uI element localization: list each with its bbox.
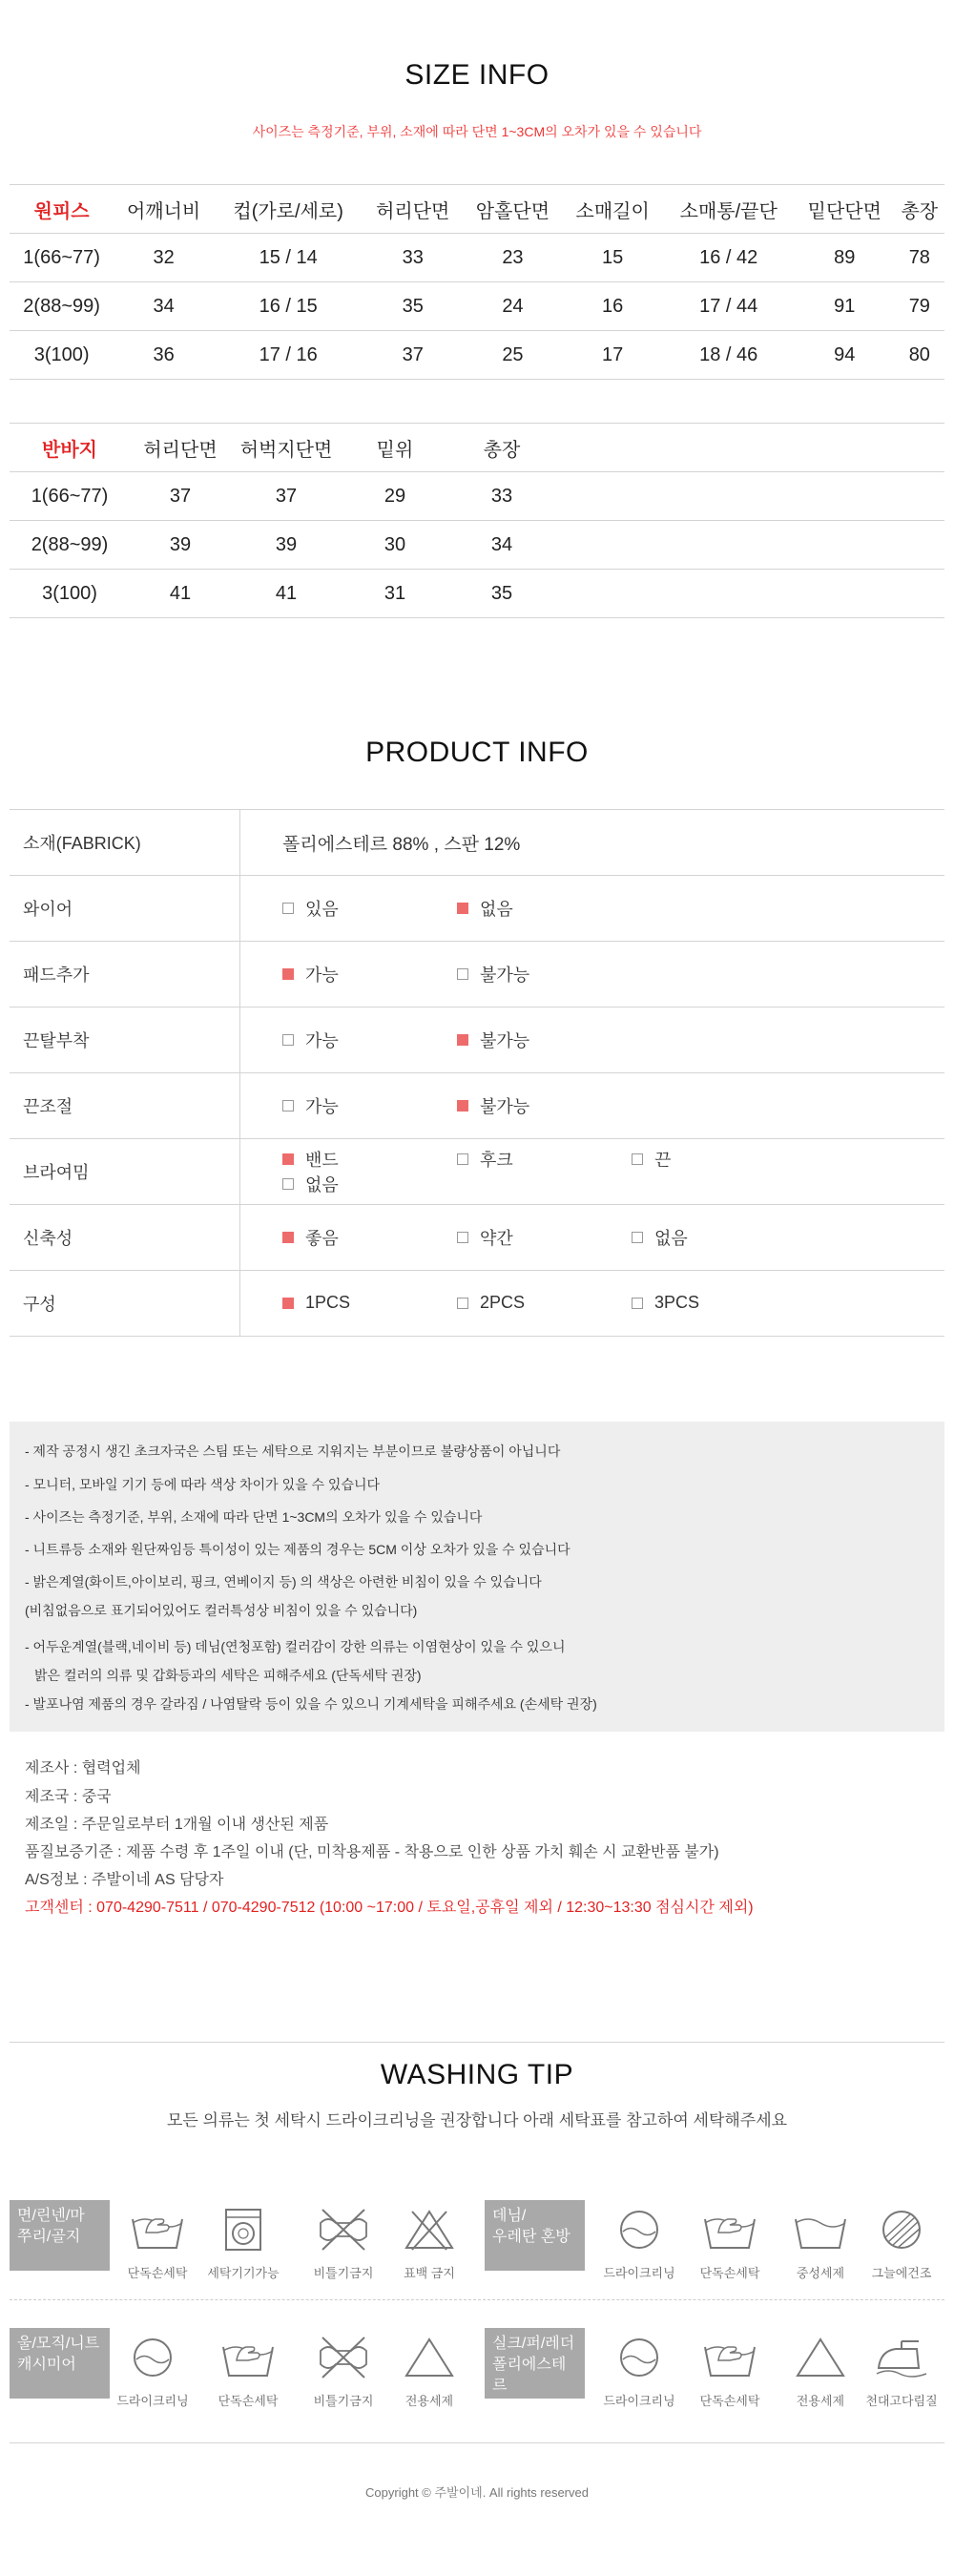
hand-wash-icon: [205, 2334, 291, 2409]
special-detergent-icon: [778, 2334, 863, 2409]
option: [457, 1225, 627, 1250]
shade-dry-icon: [859, 2206, 944, 2281]
table-cell: 41: [231, 570, 342, 618]
icon-label: 단독손세탁: [699, 2394, 760, 2408]
column-header: 허리단면: [363, 185, 463, 234]
checked-box-icon: [282, 968, 294, 980]
option-label: 불가능: [480, 1097, 530, 1116]
icon-label: 비틀기금지: [313, 2266, 374, 2280]
notice-line: - 어두운계열(블랙,네이비 등) 데님(연청포함) 컬러감이 강한 의류는 이염현상이 있을 수 있으니: [25, 1639, 566, 1654]
option-group: [240, 876, 945, 942]
empty-cell: [555, 570, 944, 618]
option: [282, 1172, 452, 1196]
row-label: 패드추가: [10, 942, 240, 1008]
table-row: [10, 1205, 944, 1271]
icon-label: 세탁기기가능: [207, 2266, 280, 2280]
option-label: 약간: [480, 1229, 513, 1248]
notice-line: - 제작 공정시 생긴 초크자국은 스팀 또는 세탁으로 지워지는 부분이므로 불량상품이 아닙니다: [25, 1444, 561, 1459]
dry-clean-icon: [596, 2206, 682, 2281]
table-row: [10, 570, 944, 618]
column-header: 밑위: [342, 424, 448, 472]
table-cell: 15 / 14: [214, 234, 363, 282]
option: [282, 1225, 452, 1250]
size-info-title: SIZE INFO: [404, 59, 550, 91]
column-header: 허벅지단면: [231, 424, 342, 472]
checked-box-icon: [457, 903, 468, 914]
category-wool: [10, 2328, 110, 2399]
checkbox-icon: [457, 1153, 468, 1165]
notice-line: - 밝은계열(화이트,아이보리, 핑크, 연베이지 등) 의 색상은 아련한 비침이 있을 수 있습니다: [25, 1574, 542, 1589]
table-cell: 39: [130, 521, 231, 570]
dashed-divider: [10, 2299, 944, 2300]
table-cell: 17 / 44: [663, 282, 795, 331]
category-denim: [485, 2200, 585, 2271]
table-cell: 34: [114, 282, 214, 331]
checkbox-icon: [282, 1034, 294, 1046]
table-cell: 17 / 16: [214, 331, 363, 380]
checkbox-icon: [457, 1298, 468, 1309]
table-cell: 37: [363, 331, 463, 380]
option: [457, 1093, 627, 1118]
checkbox-icon: [632, 1232, 643, 1243]
table-cell: 91: [795, 282, 895, 331]
table-row: [10, 1008, 944, 1073]
column-header: 컵(가로/세로): [214, 185, 363, 234]
no-wring-icon: [301, 2334, 386, 2409]
option: [457, 896, 627, 921]
table-row: [10, 1271, 944, 1337]
table-cell: 31: [342, 570, 448, 618]
table-cell: 16 / 42: [663, 234, 795, 282]
notice-line: 밝은 컬러의 의류 및 갑화등과의 세탁은 피해주세요 (단독세탁 권장): [34, 1668, 422, 1683]
table-cell: 24: [463, 282, 563, 331]
table-row: [10, 1073, 944, 1139]
row-label: 브라여밈: [10, 1139, 240, 1205]
table-cell: 37: [130, 472, 231, 521]
icon-label: 전용세제: [796, 2394, 845, 2408]
row-label: 구성: [10, 1271, 240, 1337]
notice-box: [10, 1422, 944, 1732]
country: 제조국 : 중국: [25, 1789, 112, 1805]
option: [632, 1293, 801, 1313]
category-label: 면/린넨/마 쭈리/골지: [17, 2208, 85, 2245]
option: [282, 1093, 452, 1118]
option-label: 가능: [305, 966, 339, 985]
table-cell: 37: [231, 472, 342, 521]
neutral-detergent-icon: [778, 2206, 863, 2281]
row-label: 신축성: [10, 1205, 240, 1271]
table-cell: 15: [563, 234, 663, 282]
option: [457, 962, 627, 987]
column-header: 소매길이: [563, 185, 663, 234]
hand-wash-icon: [687, 2334, 773, 2409]
notice-line: - 사이즈는 측정기준, 부위, 소재에 따라 단면 1~3CM의 오차가 있을 수 있습니다: [25, 1509, 483, 1525]
category-silk: [485, 2328, 585, 2399]
empty-cell: [555, 521, 944, 570]
option-group: [240, 1271, 945, 1337]
dress-size-table: [10, 184, 944, 380]
table-cell: 35: [363, 282, 463, 331]
size-label: 1(66~77): [10, 234, 114, 282]
notice-line: - 모니터, 모바일 기기 등에 따라 색상 차이가 있을 수 있습니다: [25, 1477, 381, 1492]
option-label: 불가능: [480, 1031, 530, 1050]
option-group: [240, 942, 945, 1008]
table-header-row: [10, 424, 944, 472]
option: [457, 1147, 627, 1172]
icon-label: 표백 금지: [404, 2266, 455, 2280]
option-group: [240, 1073, 945, 1139]
table-row: [10, 1139, 944, 1205]
option: [282, 1293, 452, 1313]
option-label: 있음: [305, 900, 339, 919]
dry-clean-icon: [110, 2334, 196, 2409]
row-label: 끈탈부착: [10, 1008, 240, 1073]
option-label: 좋음: [305, 1229, 339, 1248]
icon-label: 드라이크리닝: [116, 2394, 189, 2408]
maker-info: [0, 1755, 954, 1946]
table-row: [10, 521, 944, 570]
shorts-category-label: 반바지: [10, 424, 130, 472]
checkbox-icon: [632, 1298, 643, 1309]
special-detergent-icon: [386, 2334, 472, 2409]
notice-line: - 발포나염 제품의 경우 갈라짐 / 나염탈락 등이 있을 수 있으니 기계세탁을 피해주세요 (손세탁 권장): [25, 1696, 597, 1712]
table-row: [10, 331, 944, 380]
callcenter: 고객센터 : 070-4290-7511 / 070-4290-7512 (10:00 ~17:00 / 토요일,공휴일 제외 / 12:30~13:30 점심시간 제외): [25, 1900, 754, 1916]
table-cell: 79: [895, 282, 944, 331]
option: [457, 1293, 627, 1313]
option-group: [240, 1139, 945, 1205]
column-header: 총장: [895, 185, 944, 234]
option-label: 밴드: [305, 1151, 339, 1170]
icon-label: 드라이크리닝: [603, 2266, 675, 2280]
option-label: 가능: [305, 1097, 339, 1116]
table-cell: 29: [342, 472, 448, 521]
size-label: 3(100): [10, 570, 130, 618]
icon-label: 비틀기금지: [313, 2394, 374, 2408]
icon-label: 그늘에건조: [871, 2266, 932, 2280]
category-cotton-linen: [10, 2200, 110, 2271]
option-label: 없음: [654, 1229, 688, 1248]
icon-label: 드라이크리닝: [603, 2394, 675, 2408]
option-label: 3PCS: [654, 1293, 700, 1313]
column-header: 암홀단면: [463, 185, 563, 234]
icon-label: 단독손세탁: [699, 2266, 760, 2280]
table-cell: 16 / 15: [214, 282, 363, 331]
table-cell: 94: [795, 331, 895, 380]
column-header: 밑단단면: [795, 185, 895, 234]
notice-line: - 니트류등 소재와 원단짜임등 특이성이 있는 제품의 경우는 5CM 이상 오차가 있을 수 있습니다: [25, 1542, 570, 1557]
size-label: 2(88~99): [10, 521, 130, 570]
table-row: [10, 234, 944, 282]
hand-wash-icon: [114, 2206, 200, 2281]
option-group: [240, 1205, 945, 1271]
category-label: 데님/ 우레탄 혼방: [492, 2208, 570, 2245]
table-cell: 80: [895, 331, 944, 380]
table-cell: 16: [563, 282, 663, 331]
column-header: 허리단면: [130, 424, 231, 472]
icon-label: 중성세제: [796, 2266, 845, 2280]
material-label: 소재(FABRICK): [10, 810, 240, 876]
manufacture-date: 제조일 : 주문일로부터 1개월 이내 생산된 제품: [25, 1817, 329, 1833]
table-cell: 35: [448, 570, 555, 618]
checkbox-icon: [282, 1100, 294, 1111]
size-label: 2(88~99): [10, 282, 114, 331]
option: [282, 896, 452, 921]
empty-cell: [555, 424, 944, 472]
checkbox-icon: [457, 968, 468, 980]
washing-machine-icon: [200, 2206, 286, 2281]
dry-clean-icon: [596, 2334, 682, 2409]
table-cell: 78: [895, 234, 944, 282]
no-bleach-icon: [386, 2206, 472, 2281]
option: [282, 1147, 452, 1172]
table-cell: 89: [795, 234, 895, 282]
table-row: [10, 282, 944, 331]
icon-label: 단독손세탁: [127, 2266, 188, 2280]
table-cell: 23: [463, 234, 563, 282]
table-row: [10, 810, 944, 876]
option-label: 끈: [654, 1151, 672, 1170]
size-label: 1(66~77): [10, 472, 130, 521]
no-wring-icon: [301, 2206, 386, 2281]
option-label: 불가능: [480, 966, 530, 985]
table-row: [10, 472, 944, 521]
option: [282, 1028, 452, 1052]
column-header: 소매통/끝단: [663, 185, 795, 234]
washing-tip-title: WASHING TIP: [380, 2059, 574, 2090]
option-label: 가능: [305, 1031, 339, 1050]
checked-box-icon: [457, 1034, 468, 1046]
table-cell: 32: [114, 234, 214, 282]
table-cell: 25: [463, 331, 563, 380]
size-note: 사이즈는 측정기준, 부위, 소재에 따라 단면 1~3CM의 오차가 있을 수 있습니다: [252, 124, 702, 139]
table-header-row: [10, 185, 944, 234]
table-cell: 30: [342, 521, 448, 570]
category-label: 실크/퍼/레더 폴리에스테르: [492, 2336, 575, 2394]
table-row: [10, 876, 944, 942]
checked-box-icon: [282, 1232, 294, 1243]
notice-line: (비침없음으로 표기되어있어도 컬러특성상 비침이 있을 수 있습니다): [25, 1603, 418, 1618]
dress-category-label: 원피스: [10, 185, 114, 234]
option-label: 후크: [480, 1151, 513, 1170]
checkbox-icon: [457, 1232, 468, 1243]
table-cell: 36: [114, 331, 214, 380]
divider: [10, 2042, 944, 2043]
option-group: [240, 1008, 945, 1073]
category-label: 울/모직/니트 캐시미어: [17, 2336, 100, 2373]
table-cell: 18 / 46: [663, 331, 795, 380]
row-label: 와이어: [10, 876, 240, 942]
table-cell: 39: [231, 521, 342, 570]
product-info-title: PRODUCT INFO: [365, 737, 589, 768]
option: [282, 962, 452, 987]
option-label: 1PCS: [305, 1293, 351, 1313]
option-label: 2PCS: [480, 1293, 526, 1313]
option-label: 없음: [305, 1175, 339, 1195]
table-cell: 33: [363, 234, 463, 282]
icon-label: 전용세제: [404, 2394, 454, 2408]
product-info-table: [10, 809, 944, 1337]
checkbox-icon: [282, 1178, 294, 1190]
material-value: 폴리에스테르 88% , 스판 12%: [240, 810, 945, 876]
shorts-size-table: [10, 423, 944, 618]
iron-with-cloth-icon: [859, 2334, 944, 2409]
table-cell: 33: [448, 472, 555, 521]
copyright: Copyright © 주발이네. All rights reserved: [365, 2485, 589, 2500]
hand-wash-icon: [687, 2206, 773, 2281]
checked-box-icon: [282, 1298, 294, 1309]
divider: [10, 2442, 944, 2443]
checkbox-icon: [632, 1153, 643, 1165]
size-label: 3(100): [10, 331, 114, 380]
option: [632, 1225, 801, 1250]
checked-box-icon: [457, 1100, 468, 1111]
table-cell: 34: [448, 521, 555, 570]
icon-label: 단독손세탁: [218, 2394, 279, 2408]
column-header: 총장: [448, 424, 555, 472]
icon-label: 천대고다림질: [865, 2394, 938, 2408]
manufacturer: 제조사 : 협력업체: [25, 1760, 141, 1776]
option: [457, 1028, 627, 1052]
washing-subtitle: 모든 의류는 첫 세탁시 드라이크리닝을 권장합니다 아래 세탁표를 참고하여 세탁해주세요: [166, 2111, 788, 2129]
as-info: A/S정보 : 주발이네 AS 담당자: [25, 1872, 224, 1888]
table-row: [10, 942, 944, 1008]
checkbox-icon: [282, 903, 294, 914]
table-cell: 41: [130, 570, 231, 618]
checked-box-icon: [282, 1153, 294, 1165]
table-cell: 17: [563, 331, 663, 380]
quality-guarantee: 품질보증기준 : 제품 수령 후 1주일 이내 (단, 미착용제품 - 착용으로 인한 상품 가치 훼손 시 교환반품 불가): [25, 1844, 719, 1860]
option: [632, 1147, 801, 1172]
column-header: 어깨너비: [114, 185, 214, 234]
option-label: 없음: [480, 900, 513, 919]
row-label: 끈조절: [10, 1073, 240, 1139]
empty-cell: [555, 472, 944, 521]
